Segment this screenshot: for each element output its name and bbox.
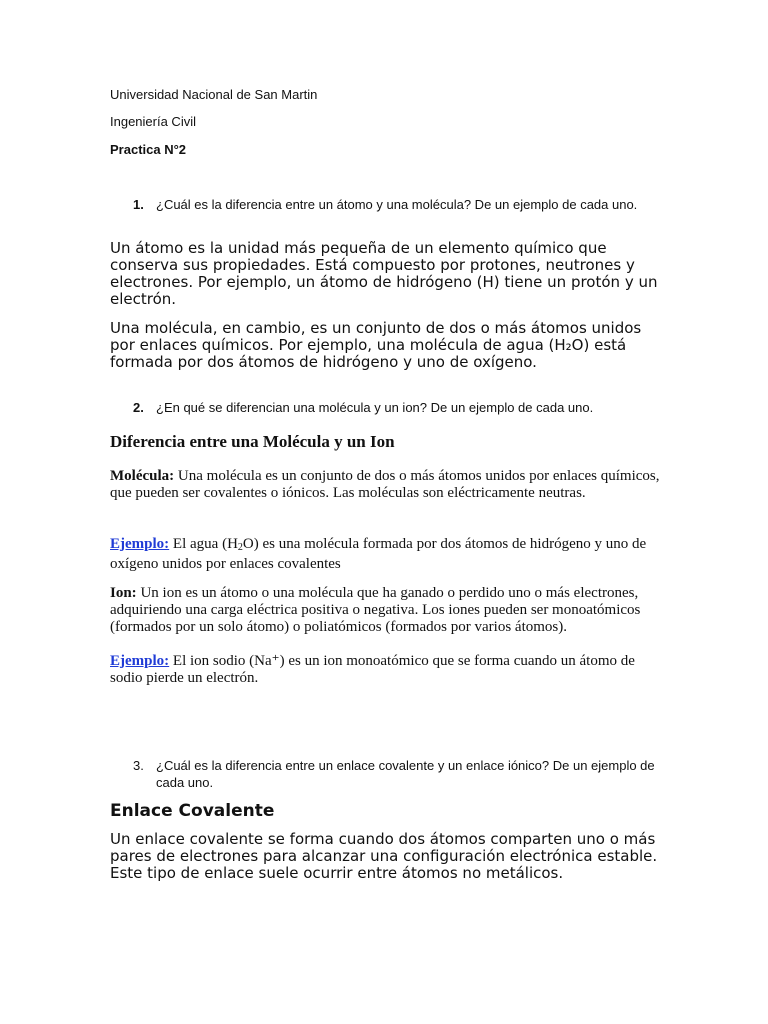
practice-title: Practica N°2 <box>110 142 187 157</box>
ejemplo-1-pre: El agua (H <box>169 536 238 552</box>
answer-1-paragraph-2: Una molécula, en cambio, es un conjunto de dos o más átomos unidos por enlaces químicos. Por ejemplo, una molécula de agua (H₂O) está formada por dos átomos de hidrógeno y uno de oxígeno. <box>110 319 642 371</box>
question-number: 2. <box>133 400 144 415</box>
ejemplo-label: Ejemplo: <box>110 653 170 669</box>
molecula-label: Molécula: <box>110 468 175 484</box>
question-text: ¿Cuál es la diferencia entre un átomo y una molécula? De un ejemplo de cada uno. <box>156 197 638 212</box>
answer-1-paragraph-1: Un átomo es la unidad más pequeña de un elemento químico que conserva sus propiedades. Está compuesto por protones, neutrones y electrones. Por ejemplo, un átomo de hidrógeno (H) tiene un protón y un electrón. <box>110 239 658 308</box>
question-text: ¿Cuál es la diferencia entre un enlace covalente y un enlace iónico? De un ejemplo de cada uno. <box>156 758 655 790</box>
career-name: Ingeniería Civil <box>110 114 196 129</box>
ion-label: Ion: <box>110 585 137 601</box>
molecula-paragraph <box>110 468 670 502</box>
ejemplo-1-subscript: 2 <box>237 542 243 553</box>
question-number: 3. <box>133 758 144 773</box>
question-number: 1. <box>133 197 144 212</box>
section-heading: Enlace Covalente <box>110 801 275 821</box>
university-name: Universidad Nacional de San Martin <box>110 87 318 102</box>
answer-3-paragraph-1: Un enlace covalente se forma cuando dos átomos comparten uno o más pares de electrones para alcanzar una configuración electrónica estable. Este tipo de enlace suele ocurrir entre átomos no metálicos. <box>110 830 658 882</box>
ion-paragraph <box>110 585 670 636</box>
ejemplo-1-post: O) es una molécula formada por dos átomos de hidrógeno y uno de oxígeno unidos por enlaces covalentes <box>110 536 647 572</box>
ejemplo-2-text: El ion sodio (Na⁺) es un ion monoatómico que se forma cuando un átomo de sodio pierde un electrón. <box>110 653 635 686</box>
question-text: ¿En qué se diferencian una molécula y un ion? De un ejemplo de cada uno. <box>156 400 594 415</box>
molecula-text: Una molécula es un conjunto de dos o más átomos unidos por enlaces químicos, que pueden ser covalentes o iónicos. Las moléculas son eléctricamente neutras. <box>110 468 660 501</box>
section-heading: Diferencia entre una Molécula y un Ion <box>110 432 395 451</box>
ejemplo-1-paragraph <box>110 536 670 573</box>
ejemplo-label: Ejemplo: <box>110 536 170 552</box>
ejemplo-2-paragraph <box>110 653 670 687</box>
ion-text: Un ion es un átomo o una molécula que ha ganado o perdido uno o más electrones, adquiriendo una carga eléctrica positiva o negativa. Los iones pueden ser monoatómicos (formados por un solo átomo) o poliatómicos (formados por varios átomos). <box>110 585 641 635</box>
